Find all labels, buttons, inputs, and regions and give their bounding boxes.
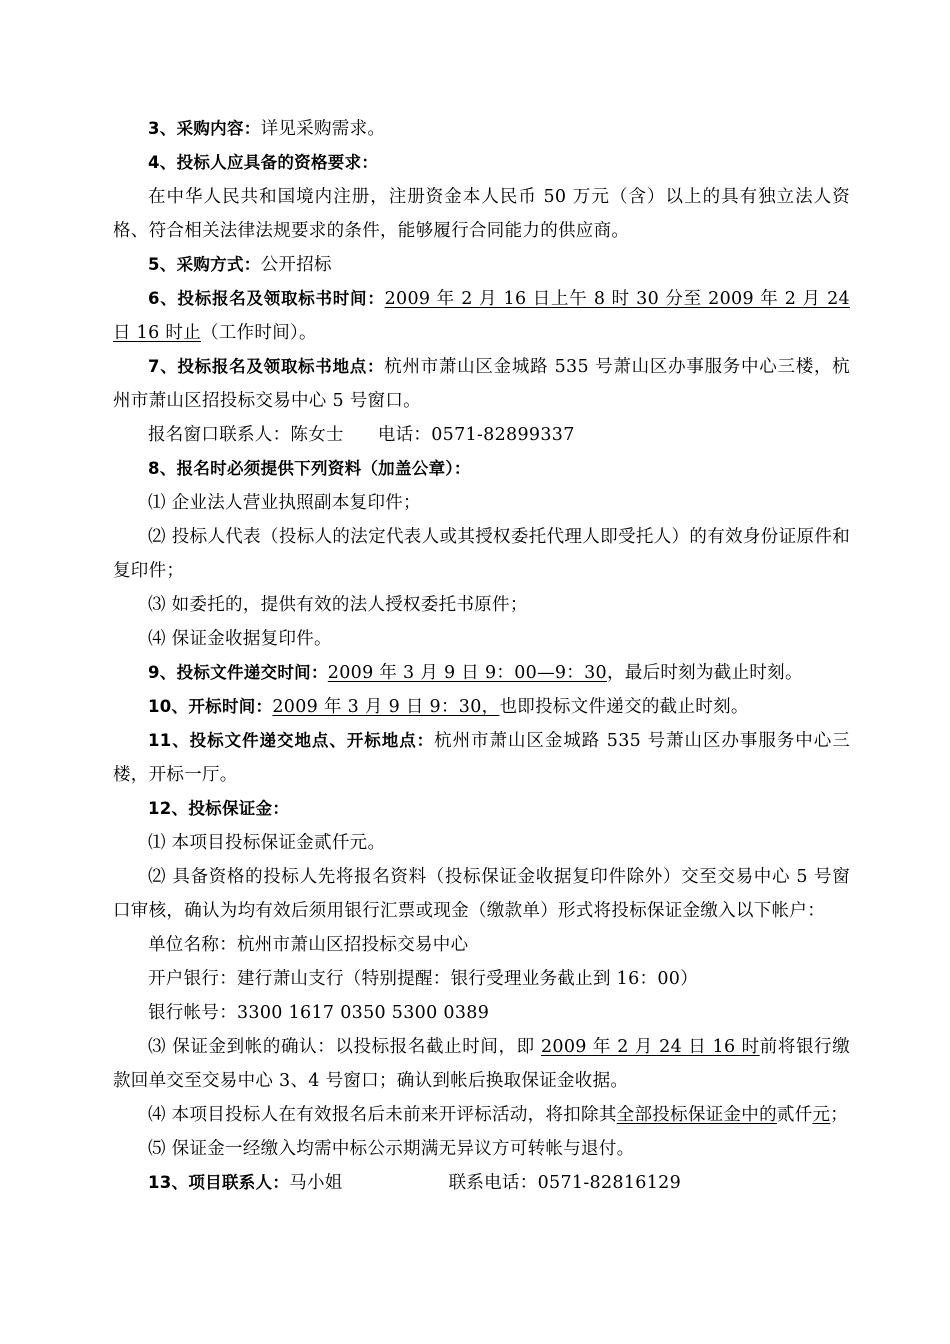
section-12-item-1: ⑴ 本项目投标保证金贰仟元。 — [148, 833, 386, 853]
section-11-text: 杭州市萧山区金城路 535 号萧山区办事服务中心三楼，开标一厅。 — [113, 731, 851, 785]
section-4-text: 在中华人民共和国境内注册，注册资金本人民币 50 万元（含）以上的具有独立法人资格、符合相关法律法规要求的条件，能够履行合同能力的供应商。 — [113, 187, 850, 241]
section-10-time: 2009 年 3 月 9 日 9：30， — [272, 697, 500, 717]
section-12-item-4-unit: 元 — [812, 1105, 831, 1125]
section-11 — [113, 724, 850, 792]
section-7-text: 杭州市萧山区金城路 535 号萧山区办事服务中心三楼，杭州市萧山区招投标交易中心 5 号窗口。 — [113, 357, 850, 411]
section-12-heading — [113, 792, 850, 826]
section-11-label: 11、投标文件递交地点、开标地点： — [148, 731, 435, 750]
section-8-item-1: ⑴ 企业法人营业执照副本复印件； — [148, 493, 421, 513]
section-5-text: 公开招标 — [260, 255, 332, 275]
section-9 — [113, 656, 850, 690]
section-5-label: 5、采购方式： — [148, 255, 261, 274]
section-12-item-5: ⑸ 保证金一经缴入均需中标公示期满无异议方可转帐与退付。 — [148, 1139, 635, 1159]
section-3 — [113, 112, 850, 146]
section-9-label: 9、投标文件递交时间： — [148, 663, 328, 682]
section-13 — [113, 1166, 850, 1200]
section-7-phone: 电话：0571-82899337 — [377, 425, 575, 445]
section-4-heading — [113, 146, 850, 180]
section-12-bank: 开户银行：建行萧山支行（特别提醒：银行受理业务截止到 16：00） — [148, 969, 698, 989]
section-12-unit-name: 单位名称：杭州市萧山区招投标交易中心 — [148, 935, 469, 955]
section-9-time: 2009 年 3 月 9 日 9：00—9：30 — [327, 663, 607, 683]
section-7-contact-line — [113, 418, 850, 452]
section-10-label: 10、开标时间： — [148, 697, 273, 716]
section-6-label: 6、投标报名及领取标书时间： — [148, 289, 385, 308]
section-6 — [113, 282, 850, 350]
section-6-time: 2009 年 2 月 16 日上午 8 时 30 分至 2009 年 2 月 24 日 16 时止 — [113, 289, 850, 343]
section-13-label: 13、项目联系人： — [148, 1173, 290, 1192]
section-12-item-2: ⑵ 具备资格的投标人先将报名资料（投标保证金收据复印件除外）交至交易中心 5 号窗口审核，确认为均有效后须用银行汇票或现金（缴款单）形式将投标保证金缴入以下帐户： — [113, 867, 850, 921]
section-13-phone: 联系电话：0571-82816129 — [448, 1173, 681, 1193]
section-8-item-4: ⑷ 保证金收据复印件。 — [148, 629, 332, 649]
section-13-name: 马小姐 — [289, 1173, 343, 1193]
section-12-item-3: ⑶ 保证金到帐的确认：以投标报名截止时间，即 2009 年 2 月 24 日 16 时前将银行缴款回单交至交易中心 3、4 号窗口；确认到帐后换取保证金收据。 — [113, 1037, 850, 1091]
section-8-item-2: ⑵ 投标人代表（投标人的法定代表人或其授权委托代理人即受托人）的有效身份证原件和复印件； — [113, 527, 850, 581]
section-4-label: 4、投标人应具备的资格要求： — [148, 153, 379, 172]
section-12-item-4-underlined: 全部投标保证金中的 — [616, 1105, 777, 1125]
section-8-item-3: ⑶ 如委托的，提供有效的法人授权委托书原件； — [148, 595, 528, 615]
section-12-item-3-deadline: 2009 年 2 月 24 日 16 时 — [540, 1037, 760, 1057]
section-12-account: 银行帐号：3300 1617 0350 5300 0389 — [148, 1003, 490, 1023]
section-12-item-4: ⑷ 本项目投标人在有效报名后未前来开评标活动，将扣除其全部投标保证金中的贰仟元； — [148, 1105, 849, 1125]
section-3-label: 3、采购内容： — [148, 119, 261, 138]
document-page — [113, 112, 850, 1200]
section-8-label: 8、报名时必须提供下列资料（加盖公章）： — [148, 459, 471, 478]
section-9-rest: ，最后时刻为截止时刻。 — [606, 663, 803, 683]
section-6-note: （工作时间）。 — [201, 323, 317, 343]
section-12-label: 12、投标保证金： — [148, 799, 290, 818]
section-3-text: 详见采购需求。 — [260, 119, 386, 139]
section-10-rest: 也即投标文件递交的截止时刻。 — [499, 697, 749, 717]
section-8-heading — [113, 452, 850, 486]
section-5 — [113, 248, 850, 282]
section-7 — [113, 350, 850, 418]
section-7-contact: 报名窗口联系人：陈女士 — [148, 425, 344, 445]
section-10 — [113, 690, 850, 724]
section-7-label: 7、投标报名及领取标书地点： — [148, 357, 385, 376]
